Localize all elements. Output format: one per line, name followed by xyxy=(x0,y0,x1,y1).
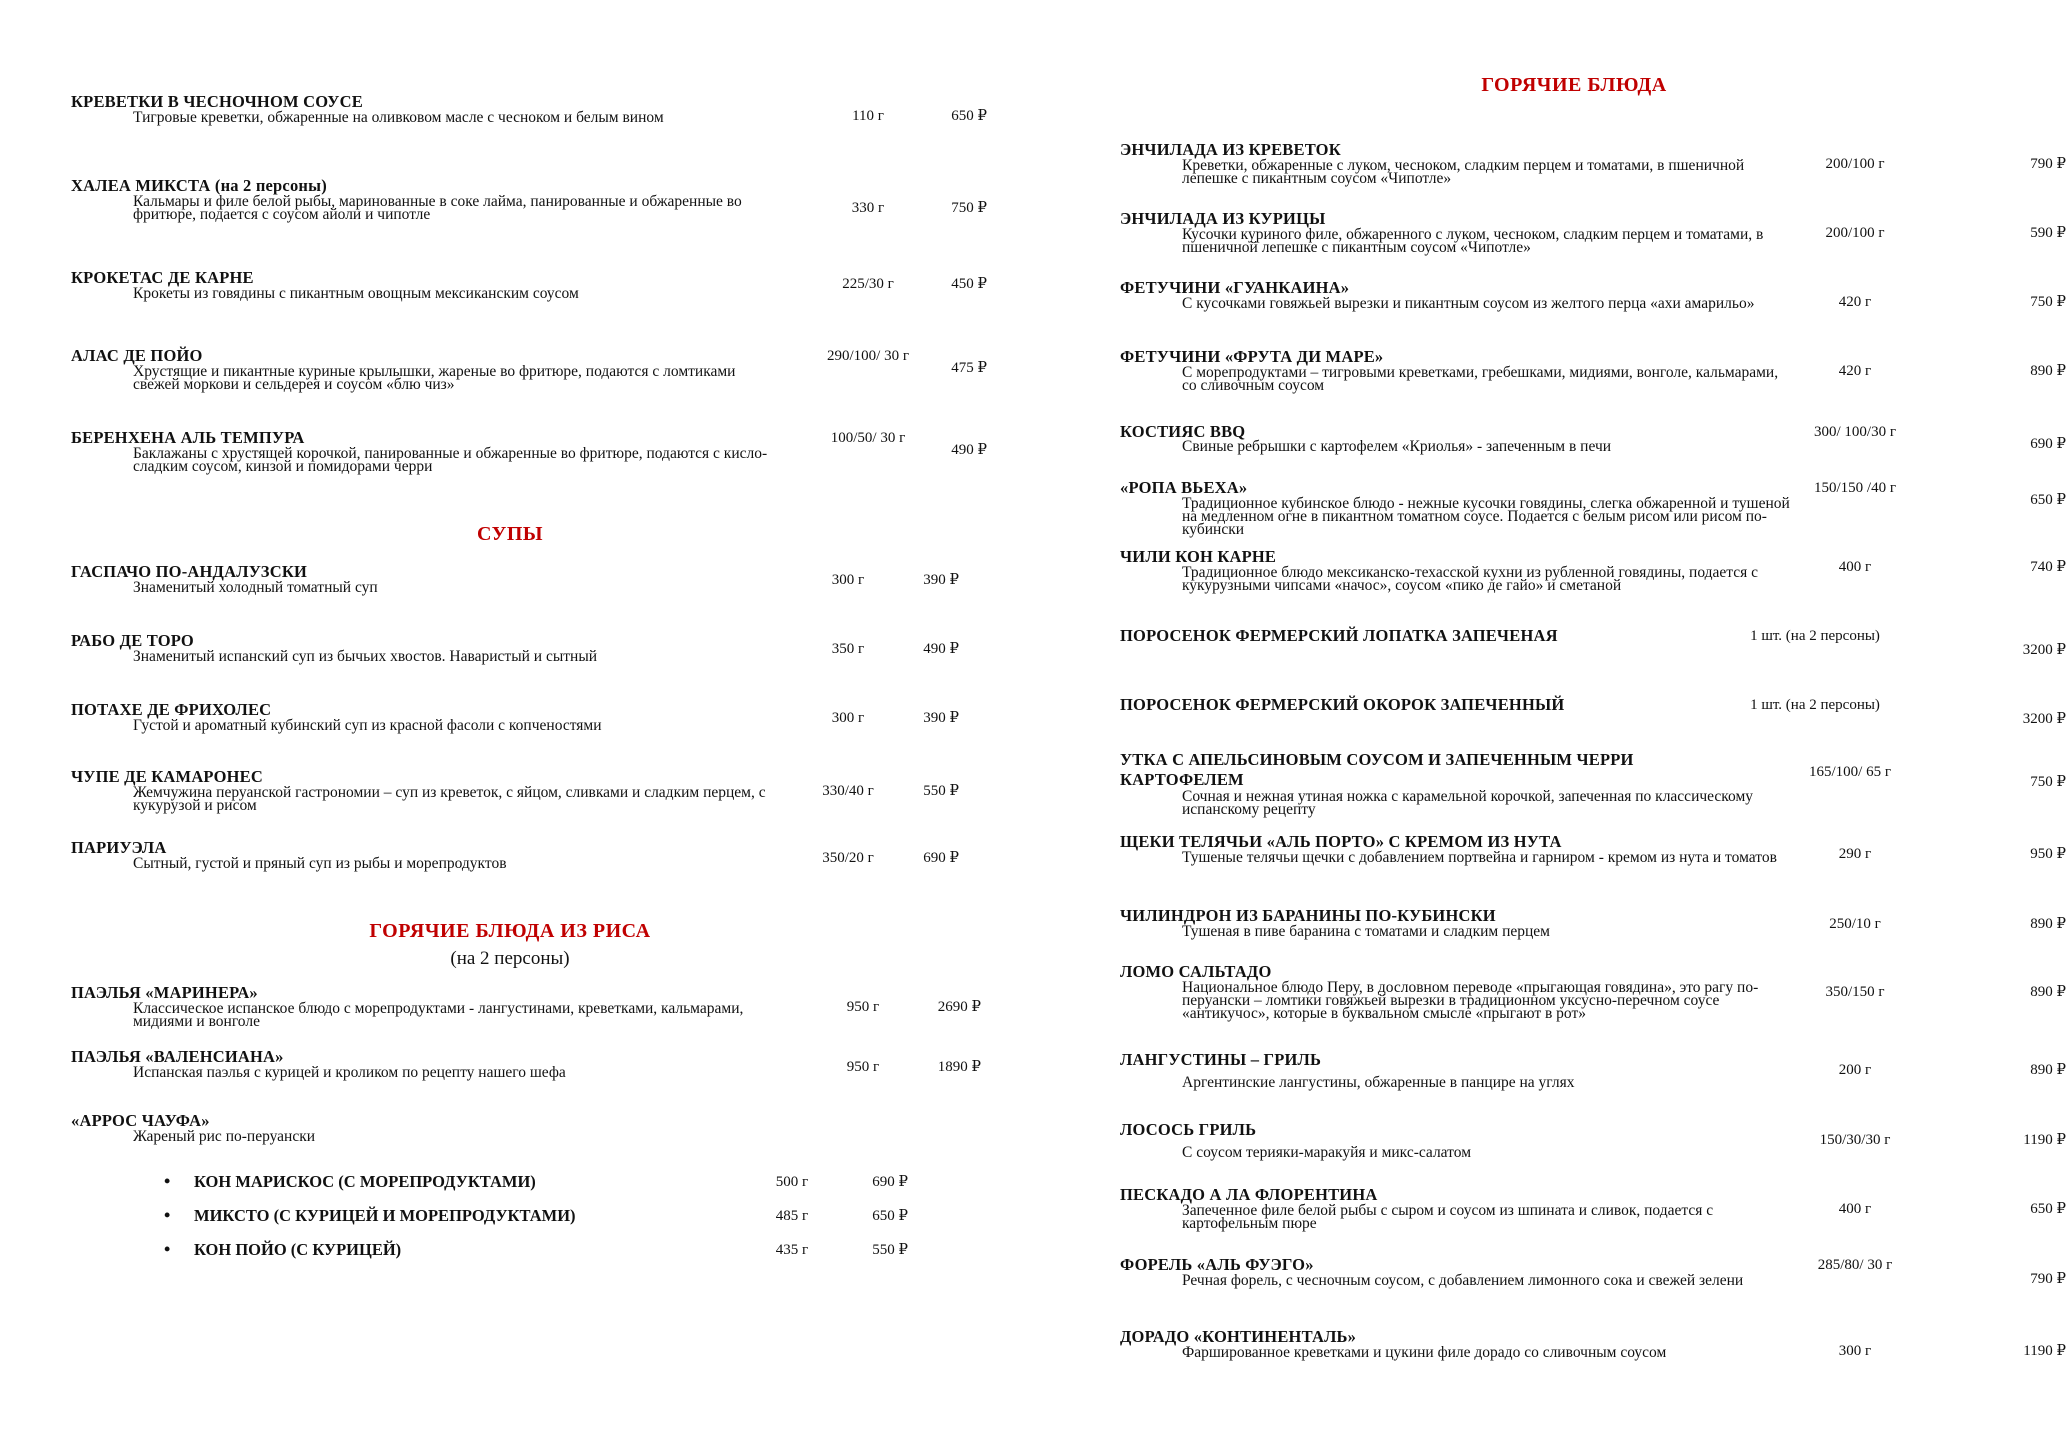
item-description: Крокеты из говядины с пикантным овощным мексиканским соусом xyxy=(133,285,579,302)
item-description: С соусом терияки-маракуйя и микс-салатом xyxy=(1182,1144,1471,1161)
item-description: С кусочками говяжьей вырезки и пикантным соусом из желтого перца «ахи амарильо» xyxy=(1182,295,1755,312)
menu-item xyxy=(1120,1185,2066,1255)
menu-page-right xyxy=(1024,0,2066,1448)
chaufa-option xyxy=(194,1172,934,1198)
item-name: ЩЕКИ ТЕЛЯЧЬИ «АЛЬ ПОРТО» С КРЕМОМ ИЗ НУТА xyxy=(1120,832,1562,851)
item-name: ЧУПЕ ДЕ КАМАРОНЕС xyxy=(71,767,264,786)
menu-item xyxy=(71,562,1001,612)
item-weight: 350 г xyxy=(831,641,865,657)
item-name: ПАРИУЭЛА xyxy=(71,838,167,857)
item-description: Классическое испанское блюдо с морепродуктами - лангустинами, креветками, кальмарами, мидиями и вонголе xyxy=(133,1000,744,1030)
hot-title: ГОРЯЧИЕ БЛЮДА xyxy=(1481,74,1667,96)
item-weight: 350/20 г xyxy=(822,850,874,866)
item-description: Национальное блюдо Перу, в дословном переводе «прыгающая говядина», это рагу по-перуански – ломтики говяжьей вырезки в традиционном уксусно-перечном соусе «антикучос», которые в буквальном смысле «прыгают в рот» xyxy=(1182,979,1759,1022)
item-name: ЧИЛИ КОН КАРНЕ xyxy=(1120,547,1277,566)
menu-item xyxy=(1120,547,2066,617)
menu-item xyxy=(1120,1327,2066,1397)
item-name: ЛОСОСЬ ГРИЛЬ xyxy=(1120,1120,1257,1139)
item-description: Аргентинские лангустины, обжаренные в панцире на углях xyxy=(1182,1074,1575,1091)
item-price: 1190 ₽ xyxy=(2023,1132,2066,1148)
item-weight: 200/100 г xyxy=(1825,156,1885,172)
item-price: 650 ₽ xyxy=(2030,1201,2066,1217)
menu-page-left xyxy=(0,0,1024,1448)
item-weight: 290 г xyxy=(1838,846,1872,862)
rice-title: ГОРЯЧИЕ БЛЮДА ИЗ РИСА xyxy=(369,920,651,942)
menu-item xyxy=(1120,1255,2066,1325)
item-price: 890 ₽ xyxy=(2030,984,2066,1000)
item-name: ГАСПАЧО ПО-АНДАЛУЗСКИ xyxy=(71,562,308,581)
item-name: КРОКЕТАС ДЕ КАРНЕ xyxy=(71,268,254,287)
item-weight: 300 г xyxy=(831,710,865,726)
item-weight: 165/100/ 65 г xyxy=(1809,764,1891,780)
item-name: ЛАНГУСТИНЫ – ГРИЛЬ xyxy=(1120,1050,1322,1069)
item-weight: 290/100/ 30 г xyxy=(827,348,909,364)
item-description: Кусочки куриного филе, обжаренного с луком, чесноком, сладким перцем и томатами, в пшеничной лепешке с пикантным соусом «Чипотле» xyxy=(1182,226,1764,256)
item-name: ПАЭЛЬЯ «МАРИНЕРА» xyxy=(71,983,258,1002)
menu-item xyxy=(1120,626,2066,696)
menu-item xyxy=(1120,750,2066,820)
menu-item xyxy=(71,983,1001,1033)
item-description: Запеченное филе белой рыбы с сыром и соусом из шпината и сливок, подается с картофельным пюре xyxy=(1182,1202,1714,1232)
item-description: Традиционное блюдо мексиканско-техасской кухни из рубленной говядины, подается с кукурузными чипсами «начос», соусом «пико де гайо» и сметаной xyxy=(1182,564,1759,594)
item-price: 750 ₽ xyxy=(2030,294,2066,310)
item-price: 1890 ₽ xyxy=(937,1059,981,1075)
option-price: 690 ₽ xyxy=(872,1174,908,1190)
item-price: 390 ₽ xyxy=(923,572,959,588)
item-weight: 300 г xyxy=(1838,1343,1872,1359)
item-price: 890 ₽ xyxy=(2030,363,2066,379)
item-description: Хрустящие и пикантные куриные крылышки, жареные во фритюре, подаются с ломтиками свежей моркови и сельдерея и соусом «блю чиз» xyxy=(133,363,736,393)
item-description: Сытный, густой и пряный суп из рыбы и морепродуктов xyxy=(133,855,507,872)
menu-item xyxy=(1120,1120,2066,1190)
menu-item xyxy=(71,767,1001,817)
item-price: 690 ₽ xyxy=(923,850,959,866)
option-price: 650 ₽ xyxy=(872,1208,908,1224)
item-price: 750 ₽ xyxy=(2030,774,2066,790)
menu-item xyxy=(1120,962,2066,1032)
item-name: ЛОМО САЛЬТАДО xyxy=(1120,962,1272,981)
item-name: БЕРЕНХЕНА АЛЬ ТЕМПУРА xyxy=(71,428,305,447)
item-name: «РОПА ВЬЕХА» xyxy=(1120,478,1248,497)
menu-item xyxy=(1120,1050,2066,1120)
item-price: 475 ₽ xyxy=(951,360,987,376)
rice-subtitle: (на 2 персоны) xyxy=(450,948,570,969)
option-weight: 485 г xyxy=(775,1208,809,1224)
item-name: ФОРЕЛЬ «АЛЬ ФУЭГО» xyxy=(1120,1255,1314,1274)
item-weight: 330/40 г xyxy=(822,783,874,799)
item-weight: 950 г xyxy=(846,1059,880,1075)
item-description: Жареный рис по-перуански xyxy=(133,1128,316,1145)
item-name: ХАЛЕА МИКСТА (на 2 персоны) xyxy=(71,176,327,195)
item-price: 650 ₽ xyxy=(951,108,987,124)
item-weight: 285/80/ 30 г xyxy=(1817,1257,1893,1273)
item-description: Сочная и нежная утиная ножка с карамельной корочкой, запеченная по классическому испанскому рецепту xyxy=(1182,788,1754,818)
item-description: Испанская паэлья с курицей и кроликом по рецепту нашего шефа xyxy=(133,1064,566,1081)
item-description: Фаршированное креветками и цукини филе дорадо со сливочным соусом xyxy=(1182,1344,1667,1361)
menu-item xyxy=(71,92,1001,154)
item-description: Знаменитый холодный томатный суп xyxy=(133,579,378,596)
menu-item xyxy=(71,268,1001,330)
option-price: 550 ₽ xyxy=(872,1242,908,1258)
item-price: 590 ₽ xyxy=(2030,225,2066,241)
item-weight: 1 шт. (на 2 персоны) xyxy=(1750,628,1880,644)
menu-item xyxy=(71,428,1001,490)
item-name: «АРРОС ЧАУФА» xyxy=(71,1111,210,1130)
menu-item xyxy=(1120,478,2066,548)
item-price: 750 ₽ xyxy=(951,200,987,216)
menu-item xyxy=(71,176,1001,238)
item-weight: 400 г xyxy=(1838,559,1872,575)
item-weight: 1 шт. (на 2 персоны) xyxy=(1750,697,1880,713)
item-weight: 150/30/30 г xyxy=(1819,1132,1891,1148)
item-weight: 420 г xyxy=(1838,294,1872,310)
item-price: 790 ₽ xyxy=(2030,1271,2066,1287)
item-description: Жемчужина перуанской гастрономии – суп из креветок, с яйцом, сливками и сладким перцем, с кукурузой и рисом xyxy=(133,784,766,814)
item-name: УТКА С АПЕЛЬСИНОВЫМ СОУСОМ И ЗАПЕЧЕННЫМ ЧЕРРИ КАРТОФЕЛЕМ xyxy=(1120,750,1634,789)
item-description: Традиционное кубинское блюдо - нежные кусочки говядины, слегка обжаренной и тушеной на медленном огне в пикантном томатном соусе. Подается с белым рисом или рисом по-кубински xyxy=(1182,495,1790,538)
item-price: 650 ₽ xyxy=(2030,492,2066,508)
item-price: 3200 ₽ xyxy=(2022,711,2066,727)
item-name: АЛАС ДЕ ПОЙО xyxy=(71,346,203,365)
item-weight: 300 г xyxy=(831,572,865,588)
menu-item xyxy=(71,838,1001,888)
item-name: ФЕТУЧИНИ «ФРУТА ДИ МАРЕ» xyxy=(1120,347,1384,366)
item-name: ЭНЧИЛАДА ИЗ КУРИЦЫ xyxy=(1120,209,1326,228)
menu-item xyxy=(1120,832,2066,902)
menu-item xyxy=(71,346,1001,408)
menu-item xyxy=(1120,278,2066,348)
item-weight: 330 г xyxy=(851,200,885,216)
item-name: РАБО ДЕ ТОРО xyxy=(71,631,194,650)
item-price: 790 ₽ xyxy=(2030,156,2066,172)
item-price: 2690 ₽ xyxy=(937,999,981,1015)
menu-item xyxy=(71,700,1001,750)
item-name: ПОРОСЕНОК ФЕРМЕРСКИЙ ЛОПАТКА ЗАПЕЧЕНАЯ xyxy=(1120,626,1558,645)
item-description: Речная форель, с чесночным соусом, с добавлением лимонного сока и свежей зелени xyxy=(1182,1272,1744,1289)
item-weight: 100/50/ 30 г xyxy=(830,430,906,446)
item-description: Кальмары и филе белой рыбы, маринованные в соке лайма, панированные и обжаренные во фритюре, подается с соусом айоли и чипотле xyxy=(133,193,742,223)
option-name: • МИКСТО (С КУРИЦЕЙ И МОРЕПРОДУКТАМИ) xyxy=(194,1206,576,1226)
item-price: 450 ₽ xyxy=(951,276,987,292)
option-name: • КОН ПОЙО (С КУРИЦЕЙ) xyxy=(194,1240,401,1260)
item-description: С морепродуктами – тигровыми креветками, гребешками, мидиями, вонголе, кальмарами, со сливочным соусом xyxy=(1182,364,1779,394)
item-name: ФЕТУЧИНИ «ГУАНКАИНА» xyxy=(1120,278,1350,297)
item-price: 950 ₽ xyxy=(2030,846,2066,862)
chaufa-option xyxy=(194,1206,934,1232)
item-weight: 225/30 г xyxy=(842,276,894,292)
item-description: Тушеные телячьи щечки с добавлением портвейна и гарниром - кремом из нута и томатов xyxy=(1182,849,1777,866)
item-name: КОСТИЯС BBQ xyxy=(1120,422,1246,441)
item-price: 1190 ₽ xyxy=(2023,1343,2066,1359)
item-name: ДОРАДО «КОНТИНЕНТАЛЬ» xyxy=(1120,1327,1357,1346)
item-price: 390 ₽ xyxy=(923,710,959,726)
item-description: Тигровые креветки, обжаренные на оливковом масле с чесноком и белым вином xyxy=(133,109,664,126)
option-weight: 500 г xyxy=(775,1174,809,1190)
item-weight: 300/ 100/30 г xyxy=(1814,424,1896,440)
item-weight: 420 г xyxy=(1838,363,1872,379)
menu-item xyxy=(71,1111,1001,1161)
chaufa-option xyxy=(194,1240,934,1266)
item-description: Знаменитый испанский суп из бычьих хвостов. Наваристый и сытный xyxy=(133,648,598,665)
item-price: 550 ₽ xyxy=(923,783,959,799)
item-price: 490 ₽ xyxy=(923,641,959,657)
item-price: 740 ₽ xyxy=(2030,559,2066,575)
item-name: ЧИЛИНДРОН ИЗ БАРАНИНЫ ПО-КУБИНСКИ xyxy=(1120,906,1496,925)
item-weight: 110 г xyxy=(852,108,884,124)
option-name: • КОН МАРИСКОС (С МОРЕПРОДУКТАМИ) xyxy=(194,1172,536,1192)
item-price: 690 ₽ xyxy=(2030,436,2066,452)
item-name: ПОТАХЕ ДЕ ФРИХОЛЕС xyxy=(71,700,272,719)
item-name: ПОРОСЕНОК ФЕРМЕРСКИЙ ОКОРОК ЗАПЕЧЕННЫЙ xyxy=(1120,695,1565,714)
item-name: ПАЭЛЬЯ «ВАЛЕНСИАНА» xyxy=(71,1047,284,1066)
item-weight: 950 г xyxy=(846,999,880,1015)
item-name: ПЕСКАДО А ЛА ФЛОРЕНТИНА xyxy=(1120,1185,1378,1204)
item-price: 3200 ₽ xyxy=(2022,642,2066,658)
soups-title: СУПЫ xyxy=(476,523,544,545)
item-price: 490 ₽ xyxy=(951,442,987,458)
item-weight: 200/100 г xyxy=(1825,225,1885,241)
item-weight: 350/150 г xyxy=(1825,984,1885,1000)
menu-item xyxy=(1120,347,2066,417)
item-weight: 400 г xyxy=(1838,1201,1872,1217)
item-weight: 250/10 г xyxy=(1829,916,1881,932)
item-price: 890 ₽ xyxy=(2030,1062,2066,1078)
option-weight: 435 г xyxy=(775,1242,809,1258)
menu-item xyxy=(71,631,1001,681)
item-weight: 150/150 /40 г xyxy=(1814,480,1896,496)
item-price: 890 ₽ xyxy=(2030,916,2066,932)
item-description: Свиные ребрышки с картофелем «Криолья» - запеченным в печи xyxy=(1182,438,1612,455)
item-description: Креветки, обжаренные с луком, чесноком, сладким перцем и томатами, в пшеничной лепешке с пикантным соусом «Чипотле» xyxy=(1182,157,1745,187)
item-description: Густой и ароматный кубинский суп из красной фасоли с копченостями xyxy=(133,717,602,734)
item-description: Баклажаны с хрустящей корочкой, панированные и обжаренные во фритюре, подаются с кисло-сладким соусом, кинзой и помидорами черри xyxy=(133,445,768,475)
menu-item xyxy=(71,1047,1001,1097)
item-name: ЭНЧИЛАДА ИЗ КРЕВЕТОК xyxy=(1120,140,1341,159)
menu-item xyxy=(1120,140,2066,210)
item-weight: 200 г xyxy=(1838,1062,1872,1078)
item-name: КРЕВЕТКИ В ЧЕСНОЧНОМ СОУСЕ xyxy=(71,92,363,111)
item-description: Тушеная в пиве баранина с томатами и сладким перцем xyxy=(1182,923,1550,940)
menu-item xyxy=(1120,209,2066,279)
